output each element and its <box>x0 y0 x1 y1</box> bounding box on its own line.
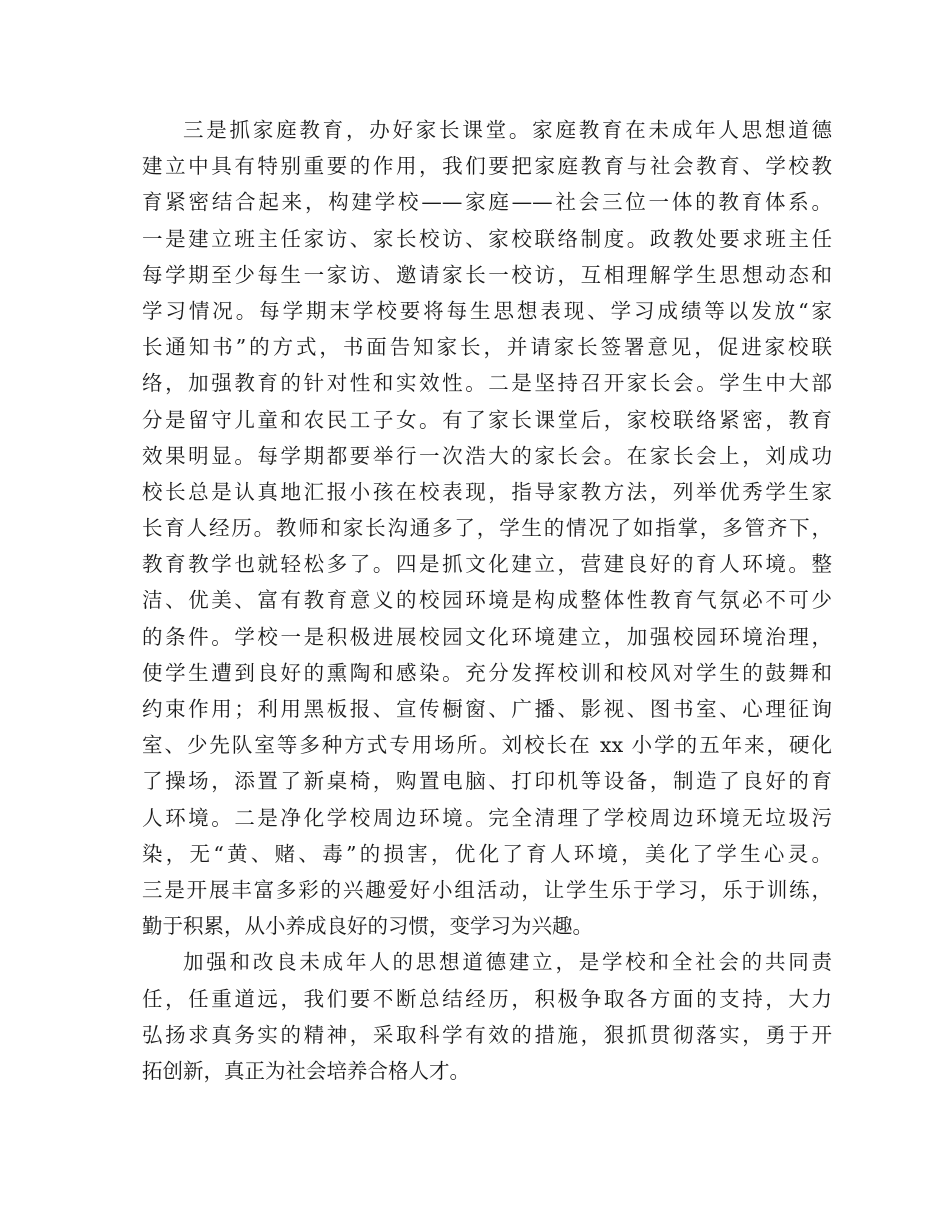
paragraph-line: 的条件。学校一是积极进展校园文化环境建立，加强校园环境治理， <box>142 624 832 649</box>
paragraph-line: 弘扬求真务实的精神，采取科学有效的措施，狠抓贯彻落实，勇于开 <box>142 1022 832 1047</box>
paragraph-line: 校长总是认真地汇报小孩在校表现，指导家教方法，列举优秀学生家 <box>142 479 832 504</box>
paragraph-line: 加强和改良未成年人的思想道德建立，是学校和全社会的共同责 <box>183 950 832 975</box>
paragraph-line: 教育教学也就轻松多了。四是抓文化建立，营建良好的育人环境。整 <box>142 552 832 577</box>
paragraph-line: 每学期至少每生一家访、邀请家长一校访，互相理解学生思想动态和 <box>142 262 832 287</box>
paragraph-line: 人环境。二是净化学校周边环境。完全清理了学校周边环境无垃圾污 <box>142 805 832 830</box>
paragraph-line: 学习情况。每学期末学校要将每生思想表现、学习成绩等以发放“家 <box>142 298 832 323</box>
paragraph-line: 使学生遭到良好的熏陶和感染。充分发挥校训和校风对学生的鼓舞和 <box>142 660 832 685</box>
paragraph-2 <box>142 944 832 1089</box>
paragraph-line: 三是开展丰富多彩的兴趣爱好小组活动，让学生乐于学习，乐于训练， <box>142 877 832 902</box>
paragraph-line: 效果明显。每学期都要举行一次浩大的家长会。在家长会上，刘成功 <box>142 443 832 468</box>
paragraph-line: 约束作用；利用黑板报、宣传橱窗、广播、影视、图书室、心理征询 <box>142 697 832 721</box>
paragraph-line: 长通知书”的方式，书面告知家长，并请家长签署意见，促进家校联 <box>142 335 832 360</box>
paragraph-line: 育紧密结合起来，构建学校——家庭——社会三位一体的教育体系。 <box>142 190 832 215</box>
paragraph-line: 长育人经历。教师和家长沟通多了，学生的情况了如指掌，多管齐下， <box>142 516 832 541</box>
paragraph-line: 建立中具有特别重要的作用，我们要把家庭教育与社会教育、学校教 <box>142 154 832 179</box>
paragraph-line: 任，任重道远，我们要不断总结经历，积极争取各方面的支持，大力 <box>142 986 832 1011</box>
paragraph-line: 分是留守儿童和农民工子女。有了家长课堂后，家校联络紧密，教育 <box>142 407 832 432</box>
paragraph-line: 拓创新，真正为社会培养合格人才。 <box>142 1058 470 1083</box>
paragraph-1 <box>142 112 832 944</box>
document-body <box>142 112 832 1089</box>
paragraph-line: 染，无“黄、赌、毒”的损害，优化了育人环境，美化了学生心灵。 <box>142 841 832 866</box>
paragraph-line: 了操场，添置了新桌椅，购置电脑、打印机等设备，制造了良好的育 <box>142 769 832 794</box>
paragraph-line: 络，加强教育的针对性和实效性。二是坚持召开家长会。学生中大部 <box>142 371 832 396</box>
paragraph-line: 洁、优美、富有教育意义的校园环境是构成整体性教育气氛必不可少 <box>142 588 832 613</box>
paragraph-line: 三是抓家庭教育，办好家长课堂。家庭教育在未成年人思想道德 <box>183 118 832 142</box>
paragraph-line: 一是建立班主任家访、家长校访、家校联络制度。政教处要求班主任 <box>142 226 832 251</box>
paragraph-line: 室、少先队室等多种方式专用场所。刘校长在 xx 小学的五年来，硬化 <box>142 733 832 758</box>
paragraph-line: 勤于积累，从小养成良好的习惯，变学习为兴趣。 <box>142 914 593 939</box>
